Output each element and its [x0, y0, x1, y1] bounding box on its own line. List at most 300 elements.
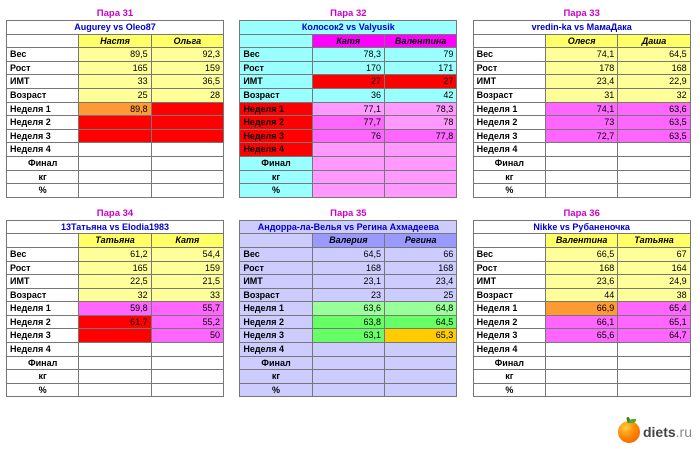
pair-title: 13Татьяна vs Elodia1983: [7, 220, 224, 234]
cell-week1-right: 64,8: [384, 302, 456, 316]
cell-weight-right: 54,4: [151, 247, 223, 261]
pair-title: vredin-ka vs МамаДака: [473, 21, 690, 35]
cell-bmi-right: 27: [384, 75, 456, 89]
cell-weight-left: 66,5: [545, 247, 617, 261]
table-row: [240, 261, 457, 275]
row-label-height: Рост: [7, 261, 79, 275]
cell-final-right: [384, 356, 456, 370]
row-label-kg: кг: [473, 170, 545, 184]
table-row: [240, 143, 457, 157]
cell-percent-right: [151, 383, 223, 397]
cell-age-left: 32: [79, 288, 151, 302]
row-label-percent: %: [240, 383, 312, 397]
row-label-week2: Неделя 2: [7, 116, 79, 130]
cell-percent-left: [79, 383, 151, 397]
row-label-bmi: ИМТ: [240, 275, 312, 289]
row-label-final: Финал: [473, 356, 545, 370]
pair-number-label: Пара 33: [563, 8, 600, 19]
pair-number-label: Пара 31: [96, 8, 134, 19]
row-label-week2: Неделя 2: [473, 315, 545, 329]
row-label-age: Возраст: [7, 288, 79, 302]
table-row: [7, 247, 224, 261]
cell-percent-left: [545, 383, 617, 397]
table-row: [473, 143, 690, 157]
row-label-percent: %: [473, 383, 545, 397]
cell-age-right: 32: [618, 88, 690, 102]
row-label-week1: Неделя 1: [7, 302, 79, 316]
cell-week3-right: 50: [151, 329, 223, 343]
pair-title: Augurey vs Oleo87: [7, 21, 224, 35]
table-row: [240, 184, 457, 198]
cell-bmi-left: 23,6: [545, 275, 617, 289]
pair-table: [473, 220, 691, 398]
cell-week3-left: [79, 329, 151, 343]
cell-height-left: 168: [312, 261, 384, 275]
table-row: [7, 356, 224, 370]
right-participant-name: Регина: [384, 234, 456, 248]
row-label-final: Финал: [240, 356, 312, 370]
cell-week2-left: 61,7: [79, 315, 151, 329]
table-row-names: [240, 34, 457, 48]
cell-kg-left: [312, 370, 384, 384]
row-label-height: Рост: [473, 261, 545, 275]
cell-final-left: [79, 356, 151, 370]
cell-week3-right: 63,5: [618, 129, 690, 143]
row-label-week2: Неделя 2: [240, 315, 312, 329]
cell-week1-right: 65,4: [618, 302, 690, 316]
cell-height-right: 159: [151, 261, 223, 275]
table-row: [7, 170, 224, 184]
cell-weight-right: 66: [384, 247, 456, 261]
cell-week1-right: 63,6: [618, 102, 690, 116]
pair-title: Nikke vs Рубаненочка: [473, 220, 690, 234]
cell-week4-right: [151, 143, 223, 157]
table-row: [473, 370, 690, 384]
cell-week3-right: [151, 129, 223, 143]
pair-number-label: Пара 34: [96, 207, 134, 219]
cell-week2-left: [79, 116, 151, 130]
table-row: [240, 383, 457, 397]
table-row: [473, 170, 690, 184]
cell-week2-right: 64,5: [384, 315, 456, 329]
table-row: [7, 75, 224, 89]
table-row: [240, 343, 457, 357]
cell-height-left: 170: [312, 61, 384, 75]
cell-weight-left: 61,2: [79, 247, 151, 261]
row-label-week1: Неделя 1: [240, 302, 312, 316]
cell-age-right: 33: [151, 288, 223, 302]
cell-final-left: [312, 156, 384, 170]
cell-percent-left: [312, 184, 384, 198]
table-row: [7, 116, 224, 130]
row-label-percent: %: [7, 383, 79, 397]
cell-percent-right: [618, 383, 690, 397]
logo-text-suffix: .ru: [675, 424, 692, 440]
left-participant-name: Настя: [79, 34, 151, 48]
row-label-week2: Неделя 2: [473, 116, 545, 130]
empty-corner-cell: [7, 34, 79, 48]
cell-week3-left: 63,1: [312, 329, 384, 343]
row-label-week4: Неделя 4: [240, 143, 312, 157]
table-row: [240, 75, 457, 89]
cell-final-right: [618, 156, 690, 170]
cell-weight-left: 78,3: [312, 48, 384, 62]
row-label-percent: %: [240, 184, 312, 198]
row-label-percent: %: [7, 184, 79, 198]
cell-height-right: 168: [618, 61, 690, 75]
table-row: [240, 61, 457, 75]
cell-week3-right: 77,8: [384, 129, 456, 143]
table-row: [473, 116, 690, 130]
table-row: [473, 356, 690, 370]
table-row: [240, 370, 457, 384]
cell-bmi-left: 22,5: [79, 275, 151, 289]
cell-week4-left: [312, 343, 384, 357]
cell-percent-right: [618, 184, 690, 198]
cell-bmi-left: 23,1: [312, 275, 384, 289]
cell-week2-left: 73: [545, 116, 617, 130]
cell-height-left: 168: [545, 261, 617, 275]
row-label-final: Финал: [7, 356, 79, 370]
table-row: [473, 247, 690, 261]
row-label-age: Возраст: [7, 88, 79, 102]
cell-week2-right: 65,1: [618, 315, 690, 329]
cell-age-right: 28: [151, 88, 223, 102]
cell-week3-right: 64,7: [618, 329, 690, 343]
table-row: [473, 329, 690, 343]
table-row: [7, 329, 224, 343]
cell-weight-right: 64,5: [618, 48, 690, 62]
cell-week4-left: [545, 343, 617, 357]
table-row: [7, 61, 224, 75]
cell-final-right: [384, 156, 456, 170]
cell-percent-left: [312, 383, 384, 397]
table-row-names: [240, 234, 457, 248]
row-label-height: Рост: [473, 61, 545, 75]
row-label-kg: кг: [473, 370, 545, 384]
pair-title: Андорра-ла-Велья vs Регина Ахмадеева: [240, 220, 457, 234]
cell-week4-left: [79, 143, 151, 157]
table-row: [473, 48, 690, 62]
table-row: [7, 129, 224, 143]
empty-corner-cell: [7, 234, 79, 248]
cell-week1-left: 66,9: [545, 302, 617, 316]
table-row: [240, 288, 457, 302]
row-label-bmi: ИМТ: [240, 75, 312, 89]
pair-table: [6, 220, 224, 398]
table-row-names: [7, 34, 224, 48]
cell-final-left: [545, 156, 617, 170]
cell-week3-left: 65,6: [545, 329, 617, 343]
row-label-height: Рост: [240, 261, 312, 275]
cell-week4-left: [545, 143, 617, 157]
row-label-weight: Вес: [473, 247, 545, 261]
logo-text: [643, 424, 692, 440]
cell-week2-right: 55,2: [151, 315, 223, 329]
row-label-kg: кг: [240, 170, 312, 184]
cell-bmi-right: 23,4: [384, 275, 456, 289]
table-row: [240, 88, 457, 102]
cell-kg-right: [384, 370, 456, 384]
row-label-week3: Неделя 3: [240, 129, 312, 143]
table-row: [240, 329, 457, 343]
table-row-title: [473, 21, 690, 35]
pair-card-32: [239, 8, 457, 198]
table-row: [240, 116, 457, 130]
table-row: [240, 275, 457, 289]
cell-weight-right: 92,3: [151, 48, 223, 62]
table-row: [7, 102, 224, 116]
table-row-names: [473, 234, 690, 248]
table-row: [473, 184, 690, 198]
cell-final-left: [79, 156, 151, 170]
cell-final-right: [151, 356, 223, 370]
cell-kg-right: [151, 170, 223, 184]
row-label-age: Возраст: [473, 88, 545, 102]
logo-text-main: diets: [642, 424, 676, 440]
cell-weight-left: 74,1: [545, 48, 617, 62]
cell-kg-right: [151, 370, 223, 384]
cell-age-right: 42: [384, 88, 456, 102]
empty-corner-cell: [240, 234, 312, 248]
cell-bmi-left: 23,4: [545, 75, 617, 89]
table-row: [473, 102, 690, 116]
cell-kg-right: [384, 170, 456, 184]
cell-height-right: 164: [618, 261, 690, 275]
empty-corner-cell: [473, 34, 545, 48]
table-row: [7, 261, 224, 275]
table-row: [240, 102, 457, 116]
cell-week1-left: 77,1: [312, 102, 384, 116]
cell-percent-left: [545, 184, 617, 198]
left-participant-name: Татьяна: [79, 234, 151, 248]
table-row: [240, 48, 457, 62]
cell-percent-right: [384, 184, 456, 198]
pair-table: [6, 20, 224, 198]
cell-percent-left: [79, 184, 151, 198]
site-logo: [618, 421, 692, 443]
table-row: [240, 356, 457, 370]
table-row: [7, 88, 224, 102]
table-row-names: [7, 234, 224, 248]
row-label-week4: Неделя 4: [240, 343, 312, 357]
table-row: [240, 302, 457, 316]
table-row: [240, 247, 457, 261]
cell-week1-right: [151, 102, 223, 116]
table-row: [473, 75, 690, 89]
pair-number-label: Пара 36: [563, 207, 600, 219]
cell-week4-left: [312, 143, 384, 157]
table-row: [7, 315, 224, 329]
row-label-week2: Неделя 2: [7, 315, 79, 329]
table-row: [7, 275, 224, 289]
cell-week1-right: 55,7: [151, 302, 223, 316]
cell-kg-left: [545, 170, 617, 184]
table-row: [473, 88, 690, 102]
cell-age-left: 31: [545, 88, 617, 102]
cell-age-left: 36: [312, 88, 384, 102]
cell-kg-left: [312, 170, 384, 184]
cell-bmi-right: 22,9: [618, 75, 690, 89]
table-row: [240, 315, 457, 329]
empty-corner-cell: [240, 34, 312, 48]
cell-week2-left: 63,8: [312, 315, 384, 329]
table-row: [473, 343, 690, 357]
cell-bmi-right: 24,9: [618, 275, 690, 289]
cell-final-right: [618, 356, 690, 370]
cell-weight-left: 89,5: [79, 48, 151, 62]
row-label-age: Возраст: [240, 288, 312, 302]
row-label-bmi: ИМТ: [7, 75, 79, 89]
right-participant-name: Катя: [151, 234, 223, 248]
table-row: [473, 61, 690, 75]
table-row-names: [473, 34, 690, 48]
table-row: [473, 261, 690, 275]
cell-bmi-left: 27: [312, 75, 384, 89]
row-label-week3: Неделя 3: [473, 129, 545, 143]
row-label-bmi: ИМТ: [473, 275, 545, 289]
pair-table: [239, 220, 457, 398]
table-row: [7, 143, 224, 157]
table-row: [7, 370, 224, 384]
cell-bmi-left: 33: [79, 75, 151, 89]
cell-week1-right: 78,3: [384, 102, 456, 116]
cell-height-left: 178: [545, 61, 617, 75]
cell-height-left: 165: [79, 61, 151, 75]
cell-week1-left: 63,6: [312, 302, 384, 316]
cell-bmi-right: 21,5: [151, 275, 223, 289]
pair-title: Колосок2 vs Valyusik: [240, 21, 457, 35]
pair-card-36: [473, 208, 691, 398]
table-row: [473, 288, 690, 302]
row-label-weight: Вес: [7, 247, 79, 261]
table-row: [240, 170, 457, 184]
cell-age-right: 38: [618, 288, 690, 302]
pair-number-label: Пара 32: [330, 8, 367, 19]
cell-age-left: 23: [312, 288, 384, 302]
table-row: [473, 129, 690, 143]
cell-kg-left: [79, 170, 151, 184]
pair-card-31: [6, 8, 224, 198]
row-label-weight: Вес: [7, 48, 79, 62]
cell-week4-right: [384, 143, 456, 157]
cell-week2-right: 63,5: [618, 116, 690, 130]
row-label-week2: Неделя 2: [240, 116, 312, 130]
table-row-title: [7, 220, 224, 234]
table-row: [240, 156, 457, 170]
left-participant-name: Валентина: [545, 234, 617, 248]
row-label-week3: Неделя 3: [240, 329, 312, 343]
row-label-age: Возраст: [473, 288, 545, 302]
cell-bmi-right: 36,5: [151, 75, 223, 89]
cell-final-left: [312, 356, 384, 370]
cell-kg-left: [545, 370, 617, 384]
row-label-week4: Неделя 4: [473, 343, 545, 357]
row-label-weight: Вес: [473, 48, 545, 62]
row-label-week4: Неделя 4: [7, 343, 79, 357]
row-label-percent: %: [473, 184, 545, 198]
cell-week4-right: [384, 343, 456, 357]
row-label-height: Рост: [240, 61, 312, 75]
cell-week1-left: 74,1: [545, 102, 617, 116]
row-label-kg: кг: [7, 170, 79, 184]
row-label-week4: Неделя 4: [7, 143, 79, 157]
table-row: [7, 184, 224, 198]
table-row: [473, 383, 690, 397]
cell-week3-left: [79, 129, 151, 143]
cell-week3-left: 72,7: [545, 129, 617, 143]
orange-fruit-icon: [618, 421, 640, 443]
table-row: [7, 302, 224, 316]
cell-week4-right: [618, 143, 690, 157]
row-label-week3: Неделя 3: [7, 329, 79, 343]
table-row: [7, 156, 224, 170]
right-participant-name: Ольга: [151, 34, 223, 48]
right-participant-name: Даша: [618, 34, 690, 48]
right-participant-name: Татьяна: [618, 234, 690, 248]
row-label-height: Рост: [7, 61, 79, 75]
table-row-title: [473, 220, 690, 234]
cell-age-left: 25: [79, 88, 151, 102]
row-label-final: Финал: [7, 156, 79, 170]
cell-age-right: 25: [384, 288, 456, 302]
cell-week4-left: [79, 343, 151, 357]
row-label-final: Финал: [240, 156, 312, 170]
pair-table: [239, 20, 457, 198]
table-row-title: [7, 21, 224, 35]
row-label-final: Финал: [473, 156, 545, 170]
cell-week4-right: [151, 343, 223, 357]
cell-kg-left: [79, 370, 151, 384]
pair-card-33: [473, 8, 691, 198]
cell-percent-right: [151, 184, 223, 198]
cell-final-left: [545, 356, 617, 370]
cell-week4-right: [618, 343, 690, 357]
cell-percent-right: [384, 383, 456, 397]
cell-age-left: 44: [545, 288, 617, 302]
table-row-title: [240, 21, 457, 35]
pair-card-35: [239, 208, 457, 398]
row-label-week3: Неделя 3: [7, 129, 79, 143]
cell-kg-right: [618, 170, 690, 184]
row-label-age: Возраст: [240, 88, 312, 102]
table-row: [240, 129, 457, 143]
left-participant-name: Катя: [312, 34, 384, 48]
cell-week1-left: 59,8: [79, 302, 151, 316]
pair-number-label: Пара 35: [330, 207, 367, 219]
cell-weight-right: 67: [618, 247, 690, 261]
cell-week2-right: [151, 116, 223, 130]
table-row: [7, 343, 224, 357]
cell-week3-right: 65,3: [384, 329, 456, 343]
row-label-week1: Неделя 1: [473, 302, 545, 316]
table-row-title: [240, 220, 457, 234]
row-label-week1: Неделя 1: [473, 102, 545, 116]
cell-week2-right: 78: [384, 116, 456, 130]
cell-kg-right: [618, 370, 690, 384]
row-label-week3: Неделя 3: [473, 329, 545, 343]
row-label-kg: кг: [7, 370, 79, 384]
left-participant-name: Олеся: [545, 34, 617, 48]
table-row: [7, 383, 224, 397]
cell-weight-right: 79: [384, 48, 456, 62]
cell-week1-left: 89,8: [79, 102, 151, 116]
table-row: [473, 302, 690, 316]
cell-week2-left: 77,7: [312, 116, 384, 130]
row-label-kg: кг: [240, 370, 312, 384]
right-participant-name: Валентина: [384, 34, 456, 48]
empty-corner-cell: [473, 234, 545, 248]
